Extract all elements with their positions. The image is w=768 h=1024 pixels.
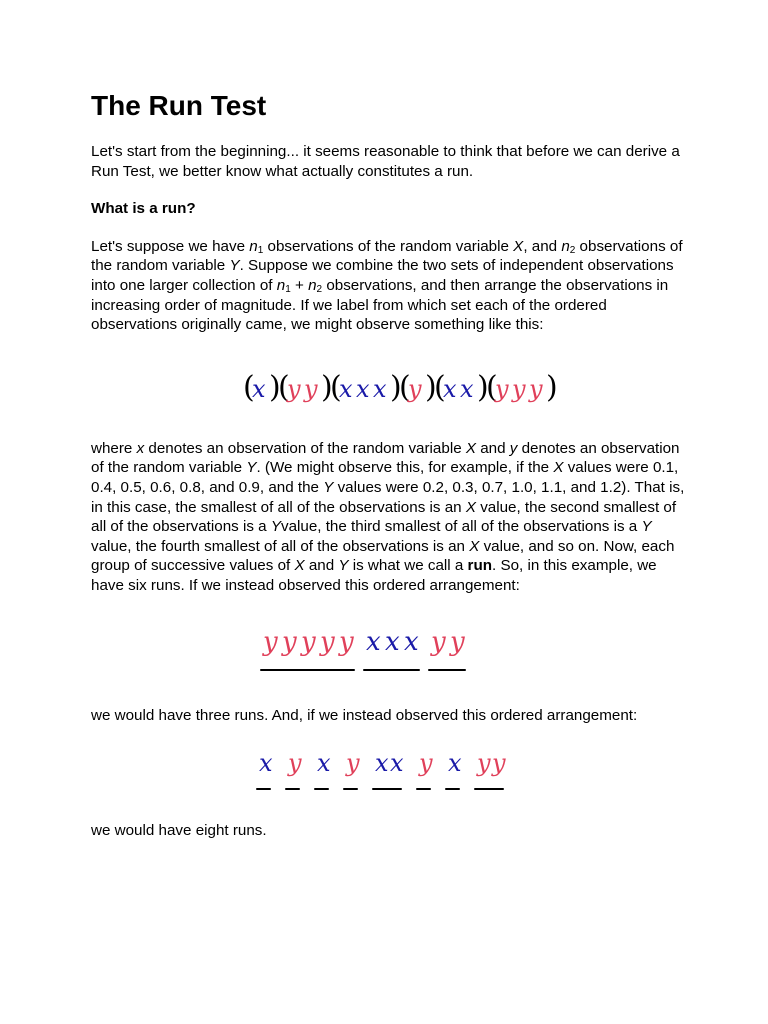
x-mark: x — [448, 749, 462, 778]
document-page — [91, 88, 691, 841]
y-mark: y — [304, 374, 318, 403]
x-mark: x — [252, 374, 266, 403]
y-mark: y — [346, 749, 360, 778]
paren-open: ( — [399, 369, 411, 405]
x-mark: x — [373, 374, 387, 403]
paren-open: ( — [434, 369, 446, 405]
y-mark: y — [495, 374, 509, 403]
paren-close: ) — [390, 369, 402, 405]
section-heading: What is a run? — [91, 200, 196, 218]
paren-close: ) — [321, 369, 333, 405]
x-mark: x — [385, 626, 400, 657]
x-mark: x — [339, 374, 353, 403]
x-mark: x — [356, 374, 370, 403]
y-mark: y — [408, 374, 422, 403]
y-mark: y — [512, 374, 526, 403]
paren-open: ( — [243, 369, 255, 405]
y-mark: y — [529, 374, 543, 403]
x-mark: x — [443, 374, 457, 403]
y-mark: y — [288, 749, 302, 778]
x-mark: x — [259, 749, 273, 778]
y-mark: y — [287, 374, 301, 403]
definition-paragraph: Let's suppose we have $n_1$ observations of the random variable X, and $n_2$ observations of the random variable Y. Suppose we combine the two sets of independent observations into one larger collection of $n_1 + n_2$ observations, and then arrange the observations in increasing order of magnitude. If we label from which set each of the ordered observations originally came, we might observe something like this: — [91, 237, 683, 334]
x-mark: x — [317, 749, 331, 778]
x-mark: x — [404, 626, 419, 657]
paren-close: ) — [477, 369, 489, 405]
handwritten-sequence-figure-3 — [91, 741, 691, 811]
paren-close: ) — [269, 369, 281, 405]
y-mark: y — [301, 626, 316, 657]
y-mark: y — [320, 626, 335, 657]
y-mark: y — [450, 626, 465, 657]
x-mark: x — [366, 626, 381, 657]
y-mark: y — [419, 749, 433, 778]
x-mark: x — [390, 749, 404, 778]
y-mark: y — [431, 626, 446, 657]
paren-close: ) — [546, 369, 558, 405]
y-mark: y — [263, 626, 278, 657]
handwritten-sequence-figure-1 — [91, 355, 691, 425]
handwritten-sequence-figure-2 — [91, 614, 691, 686]
x-mark: x — [375, 749, 389, 778]
y-mark: y — [339, 626, 354, 657]
y-mark: y — [492, 749, 506, 778]
y-mark: y — [282, 626, 297, 657]
paren-open: ( — [278, 369, 290, 405]
three-runs-paragraph: we would have three runs. And, if we instead observed this ordered arrangement: — [91, 706, 638, 724]
x-mark: x — [460, 374, 474, 403]
y-mark: y — [477, 749, 491, 778]
explanation-paragraph: where x denotes an observation of the random variable X and y denotes an observation of the random variable Y. (We might observe this, for example, if the X values were 0.1, 0.4, 0.5, 0.6, 0.8, and 0.9, and the Y values were 0.2, 0.3, 0.7, 1.0, 1.1, and 1.2). That is, in this case, the smallest of all of the observations is an X value, the second smallest of all of the observations is a Yvalue, the third smallest of all of the observations is a Y value, the fourth smallest of all of the observations is an X value, and so on. Now, each group of successive values of X and Y is what we call a run. So, in this example, we have six runs. If we instead observed this ordered arrangement: — [91, 439, 685, 594]
paren-open: ( — [486, 369, 498, 405]
paren-close: ) — [425, 369, 437, 405]
paren-open: ( — [330, 369, 342, 405]
intro-paragraph: Let's start from the beginning... it seems reasonable to think that before we can derive a Run Test, we better know what actually constitutes a run. — [91, 143, 680, 180]
page-title: The Run Test — [91, 90, 267, 121]
eight-runs-paragraph: we would have eight runs. — [91, 822, 267, 840]
